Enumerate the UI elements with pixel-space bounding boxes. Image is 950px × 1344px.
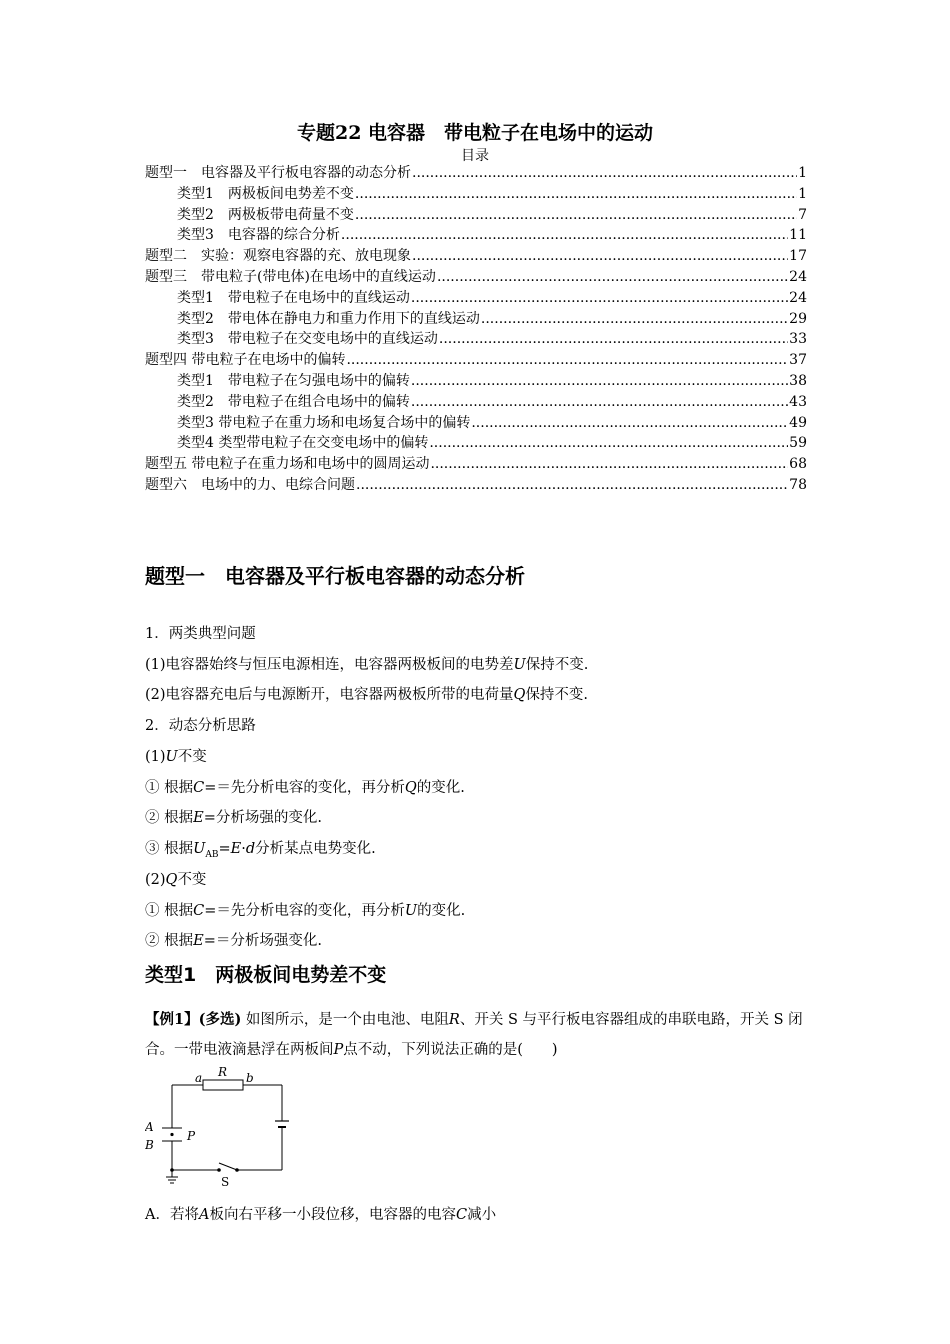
toc-leader-dots: [412, 246, 788, 267]
toc-entry-title: 类型3 电容器的综合分析: [177, 227, 340, 244]
toc-leader-dots: [346, 350, 788, 371]
toc-entry-title: 题型五 带电粒子在重力场和电场中的圆周运动: [145, 456, 430, 473]
example-tag: 【例1】(多选): [145, 1011, 242, 1028]
toc-leader-dots: [355, 205, 797, 226]
toc-leader-dots: [437, 267, 788, 288]
toc-leader-dots: [481, 309, 788, 330]
toc-entry-title: 类型2 带电粒子在组合电场中的偏转: [177, 393, 410, 410]
section-heading: 题型一 电容器及平行板电容器的动态分析: [145, 564, 525, 588]
toc-leader-dots: [429, 433, 788, 454]
paragraph: 1．两类典型问题: [145, 626, 256, 642]
paragraph: ③ 根据$U_{AB}=E\cdot d$分析某点电势变化.: [145, 841, 376, 860]
label-S: S: [221, 1175, 230, 1189]
toc-entry[interactable]: [145, 413, 807, 434]
toc-entry-page: 1: [798, 165, 807, 181]
toc-entry-page: 29: [789, 310, 807, 327]
toc-leader-dots: [471, 413, 788, 434]
paragraph: 2．动态分析思路: [145, 718, 256, 734]
toc-entry-title: 题型六 电场中的力、电综合问题: [145, 476, 355, 493]
paragraph: (2)Q不变: [145, 872, 207, 888]
toc-entry-page: 38: [789, 372, 807, 389]
toc-leader-dots: [439, 329, 788, 350]
toc-leader-dots: [411, 392, 788, 413]
page-title: 专题22 电容器 带电粒子在电场中的运动: [296, 122, 654, 144]
toc-entry-page: 49: [789, 414, 807, 431]
toc-entry-page: 24: [789, 268, 807, 285]
toc-entry[interactable]: [145, 267, 807, 288]
toc-entry[interactable]: [145, 329, 807, 350]
toc-entry-title: 题型一 电容器及平行板电容器的动态分析: [145, 165, 411, 181]
toc-entry[interactable]: [145, 475, 807, 496]
paragraph: ① 根据C=＝先分析电容的变化，再分析U的变化.: [145, 903, 466, 919]
label-P: P: [187, 1129, 196, 1143]
subsection-heading: 类型1 两极板间电势差不变: [145, 964, 387, 986]
toc-entry-title: 类型4 类型带电粒子在交变电场中的偏转: [177, 435, 429, 452]
paragraph: (1)电容器始终与恒压电源相连，电容器两极板间的电势差U保持不变.: [145, 657, 589, 673]
toc-leader-dots: [341, 225, 788, 246]
label-b: b: [246, 1071, 254, 1085]
example-question: 【例1】(多选) 如图所示，是一个由电池、电阻R、开关 S 与平行板电容器组成的串联电路，开关 S 闭合。一带电液滴悬浮在两板间P点不动，下列说法正确的是( ): [145, 1011, 803, 1058]
toc-heading: 目录: [461, 148, 489, 164]
toc-entry-page: 59: [789, 435, 807, 452]
toc-entry[interactable]: [145, 309, 807, 330]
toc-entry[interactable]: [145, 184, 807, 205]
toc-entry-title: 类型2 两极板带电荷量不变: [177, 206, 354, 223]
paragraph: ① 根据C=＝先分析电容的变化，再分析Q的变化.: [145, 780, 465, 796]
toc-entry-page: 24: [789, 289, 807, 306]
paragraph: ② 根据E=分析场强的变化.: [145, 810, 322, 826]
toc-entry-title: 题型四 带电粒子在电场中的偏转: [145, 352, 346, 369]
toc-entry[interactable]: [145, 246, 807, 267]
toc-entry-title: 类型3 带电粒子在交变电场中的直线运动: [177, 331, 438, 348]
toc-entry-title: 类型1 两极板间电势差不变: [177, 185, 354, 202]
label-R: R: [218, 1065, 228, 1079]
toc-entry-page: 17: [789, 248, 807, 265]
toc-entry-page: 43: [789, 393, 807, 410]
paragraph: (2)电容器充电后与电源断开，电容器两极板所带的电荷量Q保持不变.: [145, 687, 589, 703]
circuit-diagram: [145, 1065, 305, 1190]
toc-entry-title: 类型1 带电粒子在电场中的直线运动: [177, 289, 410, 306]
toc-entry-page: 7: [798, 206, 807, 223]
toc-entry-title: 类型3 带电粒子在重力场和电场复合场中的偏转: [177, 414, 471, 431]
toc-leader-dots: [430, 454, 788, 475]
paragraph: (1)U不变: [145, 749, 207, 765]
toc-entry-page: 1: [798, 185, 807, 202]
label-a: a: [195, 1071, 203, 1085]
toc-entry[interactable]: [145, 392, 807, 413]
toc-entry-title: 类型1 带电粒子在匀强电场中的偏转: [177, 372, 410, 389]
label-A: A: [145, 1120, 154, 1134]
toc-entry[interactable]: [145, 350, 807, 371]
toc-entry-title: 题型二 实验：观察电容器的充、放电现象: [145, 248, 411, 265]
toc-entry-page: 68: [789, 456, 807, 473]
toc-leader-dots: [411, 371, 788, 392]
toc-entry-title: 类型2 带电体在静电力和重力作用下的直线运动: [177, 310, 480, 327]
toc-entry[interactable]: [145, 163, 807, 184]
toc-leader-dots: [356, 475, 788, 496]
toc-entry-page: 78: [789, 476, 807, 493]
paragraph: ② 根据E=＝分析场强变化.: [145, 933, 322, 949]
toc-leader-dots: [411, 288, 788, 309]
toc-leader-dots: [412, 163, 797, 184]
toc-entry-page: 33: [789, 331, 807, 348]
droplet-dot: [170, 1133, 173, 1136]
option-a: A．若将A板向右平移一小段位移，电容器的电容C减小: [145, 1207, 497, 1223]
label-B: B: [145, 1138, 154, 1152]
toc-entry[interactable]: [145, 288, 807, 309]
toc-entry[interactable]: [145, 454, 807, 475]
toc-entry-title: 题型三 带电粒子(带电体)在电场中的直线运动: [145, 268, 436, 285]
toc-entry[interactable]: [145, 205, 807, 226]
toc-leader-dots: [355, 184, 797, 205]
toc-entry-page: 37: [789, 352, 807, 369]
table-of-contents: [145, 163, 807, 496]
toc-entry[interactable]: [145, 433, 807, 454]
toc-entry[interactable]: [145, 225, 807, 246]
toc-entry[interactable]: [145, 371, 807, 392]
toc-entry-page: 11: [789, 227, 807, 244]
